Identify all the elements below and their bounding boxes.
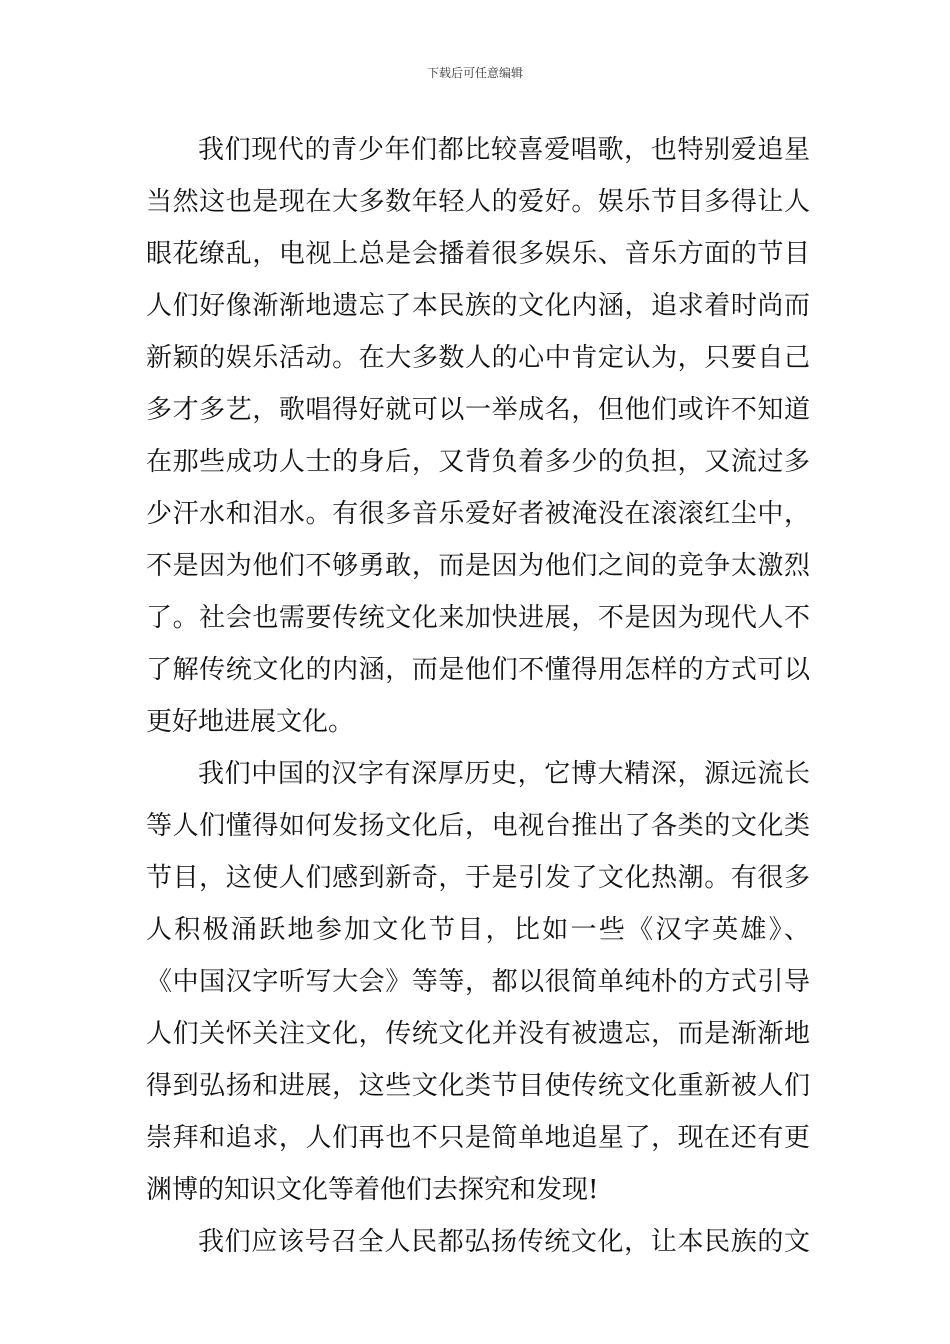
paragraph-2	[146, 748, 810, 1216]
paragraph-1	[146, 124, 810, 748]
text-line: 在那些成功人士的身后，又背负着多少的负担，又流过多	[146, 447, 810, 477]
text-line: 节目，这使人们感到新奇，于是引发了文化热潮。有很多	[146, 863, 810, 893]
text-line: 渊博的知识文化等着他们去探究和发现!	[146, 1175, 599, 1205]
page-header: 下载后可任意编辑	[426, 66, 523, 80]
text-line: 得到弘扬和进展，这些文化类节目使传统文化重新被人们	[146, 1071, 810, 1101]
text-line: 人们关怀关注文化，传统文化并没有被遗忘，而是渐渐地	[146, 1019, 810, 1049]
text-line: 眼花缭乱，电视上总是会播着很多娱乐、音乐方面的节目	[146, 239, 810, 269]
text-line: 了解传统文化的内涵，而是他们不懂得用怎样的方式可以	[146, 655, 810, 685]
text-line: 少汗水和泪水。有很多音乐爱好者被淹没在滚滚红尘中，	[146, 499, 810, 529]
text-line: 人积极涌跃地参加文化节目，比如一些《汉字英雄》、	[146, 915, 810, 945]
text-line: 崇拜和追求，人们再也不只是简单地追星了，现在还有更	[146, 1123, 810, 1153]
document-body	[146, 124, 810, 1268]
text-line: 我们现代的青少年们都比较喜爱唱歌，也特别爱追星	[198, 135, 810, 165]
text-line: 《中国汉字听写大会》等等，都以很简单纯朴的方式引导	[146, 967, 810, 997]
text-line: 更好地进展文化。	[146, 707, 355, 737]
text-line: 人们好像渐渐地遗忘了本民族的文化内涵，追求着时尚而	[146, 291, 810, 321]
text-line: 我们中国的汉字有深厚历史，它博大精深，源远流长	[198, 759, 810, 789]
text-line: 新颖的娱乐活动。在大多数人的心中肯定认为，只要自己	[146, 343, 810, 373]
text-line: 当然这也是现在大多数年轻人的爱好。娱乐节目多得让人	[146, 187, 810, 217]
paragraph-3	[146, 1216, 810, 1268]
text-line: 不是因为他们不够勇敢，而是因为他们之间的竞争太激烈	[146, 551, 810, 581]
text-line: 我们应该号召全人民都弘扬传统文化，让本民族的文	[198, 1227, 810, 1257]
text-line: 了。社会也需要传统文化来加快进展，不是因为现代人不	[146, 603, 810, 633]
text-line: 多才多艺，歌唱得好就可以一举成名，但他们或许不知道	[146, 395, 810, 425]
text-line: 等人们懂得如何发扬文化后，电视台推出了各类的文化类	[146, 811, 810, 841]
